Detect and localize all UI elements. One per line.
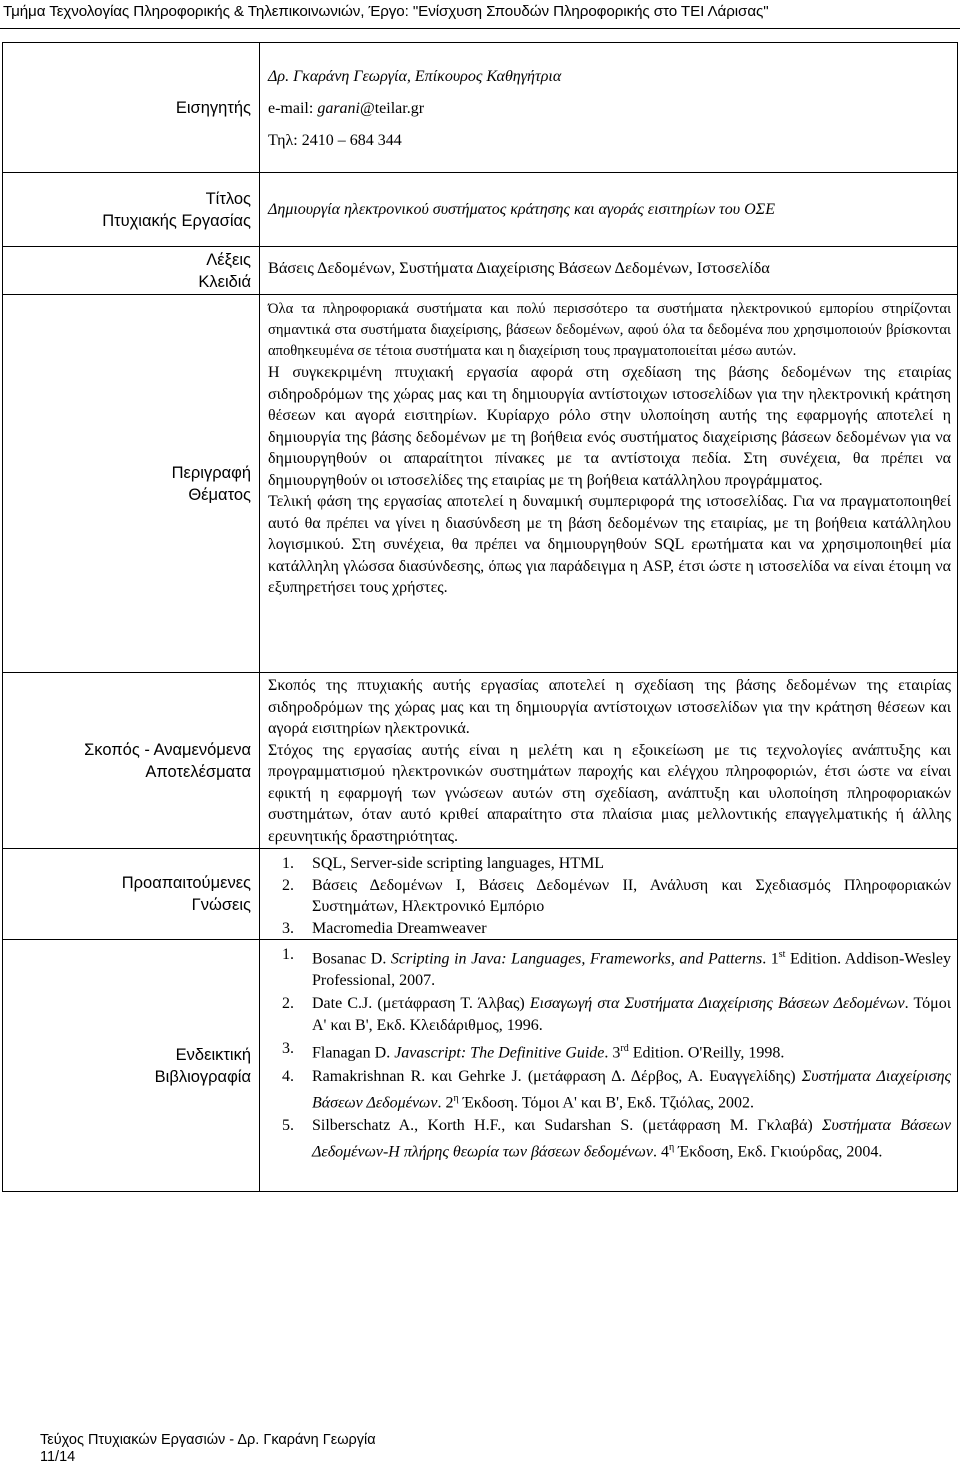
label-goals-line2: Αποτελέσματα [3,761,251,783]
label-title [3,173,260,247]
bib-sup: st [779,949,786,960]
bib-publisher: . Τόμοι Α' και Β', Εκδ. Κλειδάριθμος, 1996. [312,995,951,1034]
email-domain: @teilar.gr [360,100,424,117]
prereq-item [268,853,951,875]
label-instructor [3,43,260,173]
bib-title: Εισαγωγή στα Συστήματα Διαχείρισης Βάσεων Δεδομένων [530,995,905,1012]
bib-author: Bosanac D. [312,950,391,967]
value-description [260,295,958,673]
bib-author: Ramakrishnan R. και Gehrke J. (μετάφραση Δ. Δέρβος, Α. Ευαγγελίδης) [312,1068,802,1085]
bib-publisher: Έκδοση, Εκδ. Γκιούρδας, 2004. [674,1143,882,1160]
bib-item [268,1115,951,1162]
prereq-num: 2. [282,875,294,897]
header-rule [0,28,960,29]
row-title [3,173,958,247]
row-keywords [3,247,958,295]
label-prereqs [3,849,260,940]
instructor-email [268,93,951,125]
label-bibliography [3,940,260,1192]
prereq-text: Macromedia Dreamweaver [312,920,487,937]
value-bibliography [260,940,958,1192]
label-keywords-line1: Λέξεις [3,249,251,271]
row-description [3,295,958,673]
bib-num: 2. [282,993,294,1015]
page-header: Τμήμα Τεχνολογίας Πληροφορικής & Τηλεπικοινωνιών, Έργο: "Ενίσχυση Σπουδών Πληροφορικής στο ΤΕΙ Λάρισας" [0,2,960,22]
bib-item [268,944,951,991]
bib-item [268,1038,951,1064]
label-prereqs-line1: Προαπαιτούμενες [3,872,251,894]
goals-p2: Στόχος της εργασίας αυτής είναι η μελέτη και η εξοικείωση με τις τεχνολογίες ανάπτυξης και προγραμματισμού ηλεκτρονικών συστημάτων παροχής και ελέγχου πληροφοριών, έτσι ώστε να είναι εφικτή η εφαρμογή των γνώσεων αυτών στη σχεδίαση, ανάπτυξη και υλοποίηση πληροφοριακών συστημάτων, όταν αυτό κριθεί απαραίτητο στα πλαίσια μιας μελλοντικής επαγγελματικής ή άλλης ερευνητικής δραστηριότητας. [268,740,951,848]
label-goals-line1: Σκοπός - Αναμενόμενα [3,739,251,761]
row-goals [3,673,958,849]
instructor-phone: Τηλ: 2410 – 684 344 [268,125,951,157]
bib-num: 4. [282,1066,294,1088]
description-p3: Τελική φάση της εργασίας αποτελεί η δυναμική συμπεριφορά της ιστοσελίδας. Για να πραγματοποιηθεί αυτό θα πρέπει να γίνει η διασύνδεση με τη βάση δεδομένων της εταιρίας, με τη βοήθεια κατάλληλου λογισμικού. Στη συνέχεια, θα πρέπει να δημιουργηθούν SQL ερωτήματα και να χρησιμοποιηθεί μία κατάλληλη γλώσσα διασύνδεσης, όπως για παράδειγμα η ASP, έτσι ώστε η ιστοσελίδα να είναι έτοιμη να εξυπηρετήσει τους χρήστες. [268,491,951,599]
label-instructor-text: Εισηγητής [176,99,251,117]
prereq-text: Βάσεις Δεδομένων Ι, Βάσεις Δεδομένων ΙΙ, Ανάλυση και Σχεδιασμός Πληροφοριακών Συστημάτων, Ηλεκτρονικό Εμπόριο [312,877,951,916]
goals-p1: Σκοπός της πτυχιακής αυτής εργασίας αποτελεί η σχεδίαση της βάσης δεδομένων της εταιρίας σιδηροδρόμων της χώρας μας και τη δημιουργία αντίστοιχων ιστοσελίδων για την κράτηση θέσεων και αγορά εισιτηρίων ηλεκτρονικά. [268,675,951,740]
prereq-item [268,918,951,940]
bib-sup: η [669,1142,674,1153]
bib-author: Silberschatz A., Korth H.F., και Sudarshan S. (μετάφραση Μ. Γκλαβά) [312,1117,822,1134]
prereq-item [268,875,951,918]
label-description-line2: Θέματος [3,484,251,506]
page-number: 11/14 [40,1449,376,1465]
description-p1: Όλα τα πληροφοριακά συστήματα και πολύ περισσότερο τα συστήματα ηλεκτρονικού εμπορίου στηρίζονται σημαντικά στα συστήματα διαχείρισης, βάσεων δεδομένων, αφού όλα τα δεδομένα που χρησιμοποιούν βρίσκονται αποθηκευμένα σε τέτοια συστήματα και η διαχείριση τους πραγματοποιείται μέσω αυτών. [268,299,951,362]
label-keywords [3,247,260,295]
prereq-text: SQL, Server-side scripting languages, HTML [312,855,604,872]
value-instructor [260,43,958,173]
bib-publisher: Έκδοση. Τόμοι Α' και Β', Εκδ. Τζιόλας, 2002. [459,1094,754,1111]
value-keywords: Βάσεις Δεδομένων, Συστήματα Διαχείρισης Βάσεων Δεδομένων, Ιστοσελίδα [260,247,958,295]
bib-title: Συστήματα Βάσεων Δεδομένων-Η πλήρης θεωρία των βάσεων δεδομένων [312,1117,951,1160]
prereq-list [268,853,951,939]
label-bibliography-line2: Βιβλιογραφία [3,1066,251,1088]
bib-num: 5. [282,1115,294,1137]
bib-edition: . 3 [604,1045,620,1062]
bib-item [268,1066,951,1113]
bib-edition: . 2 [437,1094,453,1111]
value-goals [260,673,958,849]
label-goals [3,673,260,849]
bibliography-list [268,944,951,1163]
bib-edition: . 4 [653,1143,669,1160]
label-prereqs-line2: Γνώσεις [3,894,251,916]
bib-item [268,993,951,1036]
prereq-num: 3. [282,918,294,940]
email-user: garani [317,100,360,117]
bib-publisher: Edition. O'Reilly, 1998. [629,1045,785,1062]
bib-publisher: Edition. Addison-Wesley Professional, 2007. [312,950,951,989]
page-footer [40,1432,376,1465]
description-p2: Η συγκεκριμένη πτυχιακή εργασία αφορά στη σχεδίαση της βάσης δεδομένων της εταιρίας σιδηροδρόμων της χώρας μας και τη δημιουργία αντίστοιχων ιστοσελίδων για την ηλεκτρονική κράτηση θέσεων και αγορά εισιτηρίων. Κυρίαρχο ρόλο στην υλοποίηση αυτής της εφαρμογής αποτελεί η δημιουργία της βάσης δεδομένων με τη βοήθεια ενός συστήματος διαχείρισης βάσεων δεδομένων για να δημιουργηθούν οι απαραίτητοι πίνακες με τα αντίστοιχα πεδία. Στη συνέχεια, θα πρέπει να δημιουργηθούν οι ιστοσελίδες της εταιρίας με τη βοήθεια κατάλληλου προγράμματος. [268,362,951,491]
email-label: e-mail: [268,100,317,117]
instructor-name: Δρ. Γκαράνη Γεωργία, Επίκουρος Καθηγήτρια [268,61,951,93]
bib-title: Javascript: The Definitive Guide [394,1045,604,1062]
label-description-line1: Περιγραφή [3,462,251,484]
thesis-table [2,42,958,1192]
bib-author: Date C.J. (μετάφραση Τ. Άλβας) [312,995,530,1012]
label-title-line2: Πτυχιακής Εργασίας [3,210,251,232]
bib-author: Flanagan D. [312,1045,394,1062]
value-title: Δημιουργία ηλεκτρονικού συστήματος κράτησης και αγοράς εισιτηρίων του ΟΣΕ [260,173,958,247]
bib-title: Συστήματα Διαχείρισης Βάσεων Δεδομένων [312,1068,951,1111]
footer-title: Τεύχος Πτυχιακών Εργασιών - Δρ. Γκαράνη Γεωργία [40,1432,376,1449]
row-prereqs [3,849,958,940]
row-instructor [3,43,958,173]
label-title-line1: Τίτλος [3,188,251,210]
value-prereqs [260,849,958,940]
bib-num: 3. [282,1038,294,1060]
bib-num: 1. [282,944,294,966]
bib-sup: η [453,1093,458,1104]
label-bibliography-line1: Ενδεικτική [3,1044,251,1066]
label-keywords-line2: Κλειδιά [3,271,251,293]
bib-edition: . 1 [762,950,779,967]
bib-sup: rd [620,1043,628,1054]
row-bibliography [3,940,958,1192]
prereq-num: 1. [282,853,294,875]
bib-title: Scripting in Java: Languages, Frameworks, and Patterns [391,950,762,967]
label-description [3,295,260,673]
